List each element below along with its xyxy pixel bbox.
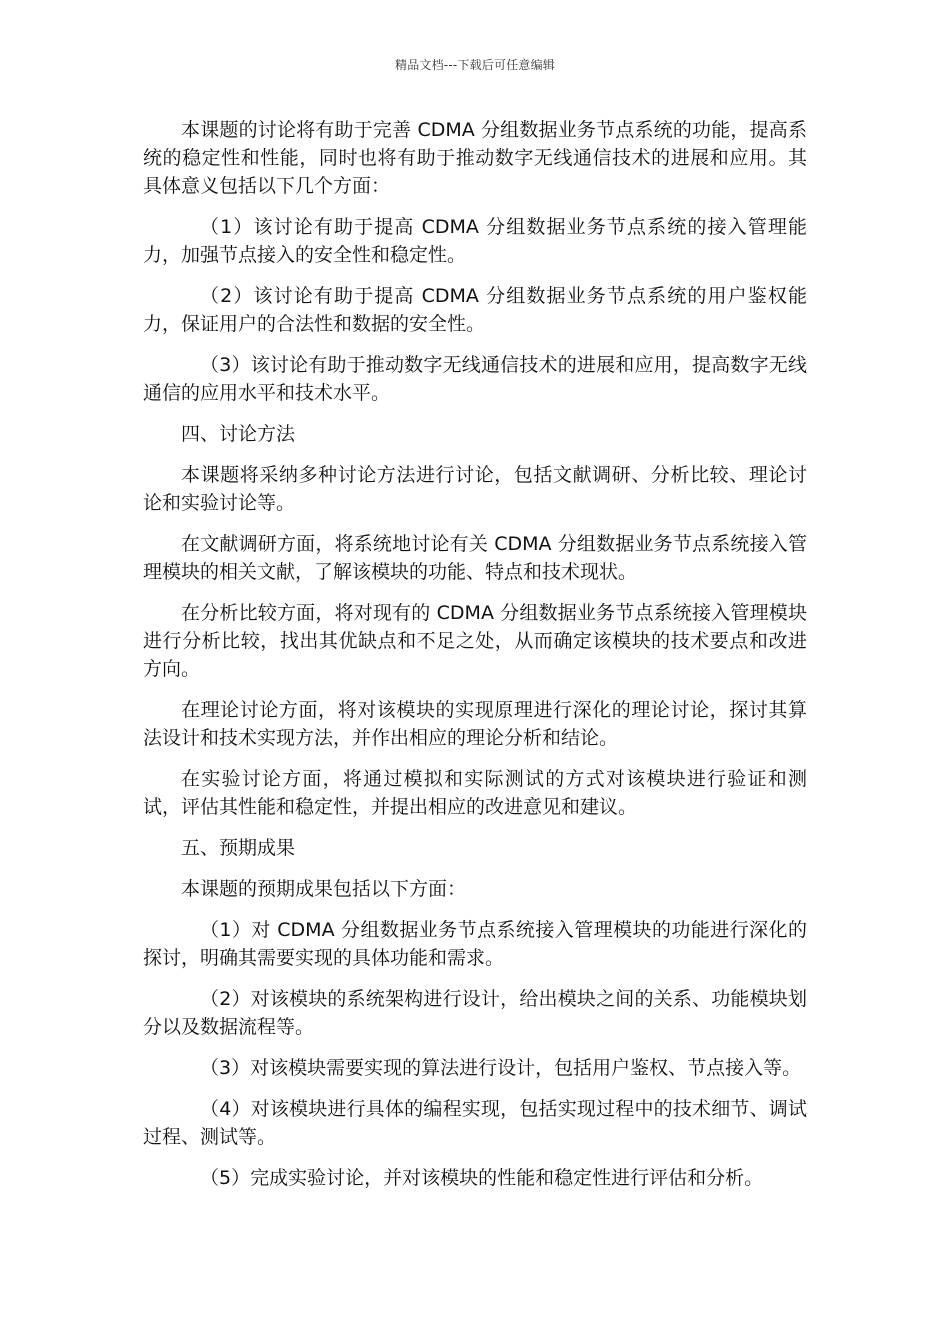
outcome-item-5: （5）完成实验讨论，并对该模块的性能和稳定性进行评估和分析。 [200,1167,764,1189]
comparison-paragraph: 在分析比较方面，将对现有的 CDMA 分组数据业务节点系统接入管理模块进行分析比较，找出其优缺点和不足之处，从而确定该模块的技术要点和改进方向。 [143,602,807,680]
methods-paragraph: 本课题将采纳多种讨论方法进行讨论，包括文献调研、分析比较、理论讨论和实验讨论等。 [143,464,807,514]
document-body [143,116,807,1205]
theory-paragraph: 在理论讨论方面，将对该模块的实现原理进行深化的理论讨论，探讨其算法设计和技术实现方法，并作出相应的理论分析和结论。 [143,699,807,749]
outcome-item-4: （4）对该模块进行具体的编程实现，包括实现过程中的技术细节、调试过程、测试等。 [143,1098,807,1148]
literature-review-paragraph: 在文献调研方面，将系统地讨论有关 CDMA 分组数据业务节点系统接入管理模块的相关文献，了解该模块的功能、特点和技术现状。 [143,533,807,583]
significance-item-1: （1）该讨论有助于提高 CDMA 分组数据业务节点系统的接入管理能力，加强节点接入的安全性和稳定性。 [143,216,807,266]
outcome-item-1: （1）对 CDMA 分组数据业务节点系统接入管理模块的功能进行深化的探讨，明确其需要实现的具体功能和需求。 [143,919,807,969]
page-header: 精品文档---下载后可任意编辑 [395,58,555,72]
intro-paragraph: 本课题的讨论将有助于完善 CDMA 分组数据业务节点系统的功能，提高系统的稳定性和性能，同时也将有助于推动数字无线通信技术的进展和应用。其具体意义包括以下几个方面： [143,119,807,197]
outcomes-intro-paragraph: 本课题的预期成果包括以下方面： [181,878,467,900]
outcome-item-3: （3）对该模块需要实现的算法进行设计，包括用户鉴权、节点接入等。 [200,1057,802,1079]
significance-item-2: （2）该讨论有助于提高 CDMA 分组数据业务节点系统的用户鉴权能力，保证用户的合法性和数据的安全性。 [143,285,807,335]
significance-item-3: （3）该讨论有助于推动数字无线通信技术的进展和应用，提高数字无线通信的应用水平和技术水平。 [143,354,807,404]
section-heading-outcomes: 五、预期成果 [181,837,296,859]
section-heading-methods: 四、讨论方法 [181,423,296,445]
experiment-paragraph: 在实验讨论方面，将通过模拟和实际测试的方式对该模块进行验证和测试，评估其性能和稳定性，并提出相应的改进意见和建议。 [143,768,807,818]
outcome-item-2: （2）对该模块的系统架构进行设计，给出模块之间的关系、功能模块划分以及数据流程等。 [143,988,807,1038]
